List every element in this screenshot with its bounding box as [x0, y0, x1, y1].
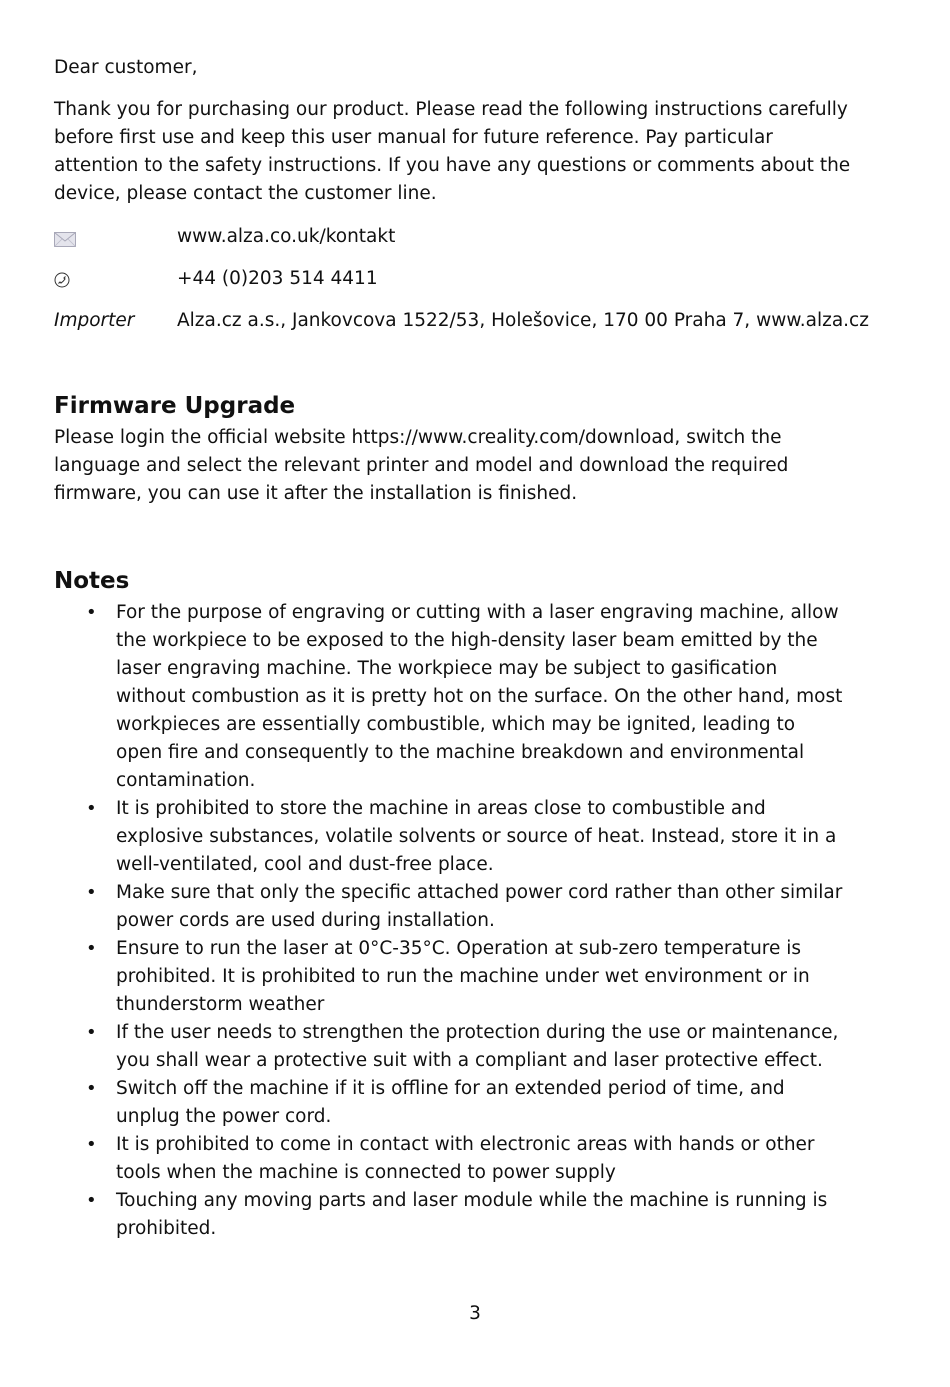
bullet-icon: • [86, 1078, 97, 1099]
list-item [54, 1131, 844, 1187]
envelope-icon [54, 223, 174, 256]
contact-email[interactable]: www.alza.co.uk/kontakt [177, 226, 396, 247]
list-item [54, 935, 844, 1019]
note-text: Ensure to run the laser at 0°C-35°C. Operation at sub-zero temperature is prohibited. It is prohibited to run the machine under wet environment or in thunderstorm weather [116, 938, 810, 1015]
contact-email-row [54, 223, 854, 251]
intro-paragraph: Thank you for purchasing our product. Please read the following instructions carefully before first use and keep this user manual for future reference. Pay particular attention to the safety instructions. If you have any questions or comments about the device, please contact the customer line. [54, 99, 851, 204]
list-item [54, 795, 844, 879]
firmware-heading: Firmware Upgrade [54, 393, 296, 419]
firmware-text: Please login the official website https://www.creality.com/download, switch the language and select the relevant printer and model and download the required firmware, you can use it after the installation is finished. [54, 427, 789, 504]
importer-label: Importer [54, 310, 135, 331]
note-text: It is prohibited to store the machine in areas close to combustible and explosive substances, volatile solvents or source of heat. Instead, store it in a well-ventilated, cool and dust-free place. [116, 798, 837, 875]
greeting: Dear customer, [54, 57, 198, 78]
bullet-icon: • [86, 1022, 97, 1043]
list-item [54, 879, 844, 935]
notes-heading: Notes [54, 568, 130, 594]
phone-icon [54, 265, 174, 297]
note-text: Touching any moving parts and laser module while the machine is running is prohibited. [116, 1190, 828, 1239]
notes-list [54, 599, 844, 1243]
bullet-icon: • [86, 798, 97, 819]
list-item [54, 1187, 844, 1243]
note-text: Make sure that only the specific attached power cord rather than other similar power cords are used during installation. [116, 882, 843, 931]
bullet-icon: • [86, 1134, 97, 1155]
bullet-icon: • [86, 938, 97, 959]
note-text: Switch off the machine if it is offline for an extended period of time, and unplug the power cord. [116, 1078, 785, 1127]
bullet-icon: • [86, 1190, 97, 1211]
note-text: It is prohibited to come in contact with electronic areas with hands or other tools when the machine is connected to power supply [116, 1134, 815, 1183]
note-text: For the purpose of engraving or cutting with a laser engraving machine, allow the workpiece to be exposed to the high-density laser beam emitted by the laser engraving machine. The workpiece may be subject to gasification without combustion as it is pretty hot on the surface. On the other hand, most workpieces are essentially combustible, which may be ignited, leading to open fire and consequently to the machine breakdown and environmental contamination. [116, 602, 843, 791]
bullet-icon: • [86, 882, 97, 903]
list-item [54, 1075, 844, 1131]
contact-phone-row [54, 265, 854, 293]
contact-phone: +44 (0)203 514 4411 [177, 268, 378, 289]
page-number: 3 [469, 1303, 481, 1324]
list-item [54, 1019, 844, 1075]
contact-importer-row [54, 307, 869, 335]
note-text: If the user needs to strengthen the protection during the use or maintenance, you shall wear a protective suit with a compliant and laser protective effect. [116, 1022, 839, 1071]
importer-address: Alza.cz a.s., Jankovcova 1522/53, Holešovice, 170 00 Praha 7, www.alza.cz [177, 310, 869, 331]
list-item [54, 599, 844, 795]
bullet-icon: • [86, 602, 97, 623]
